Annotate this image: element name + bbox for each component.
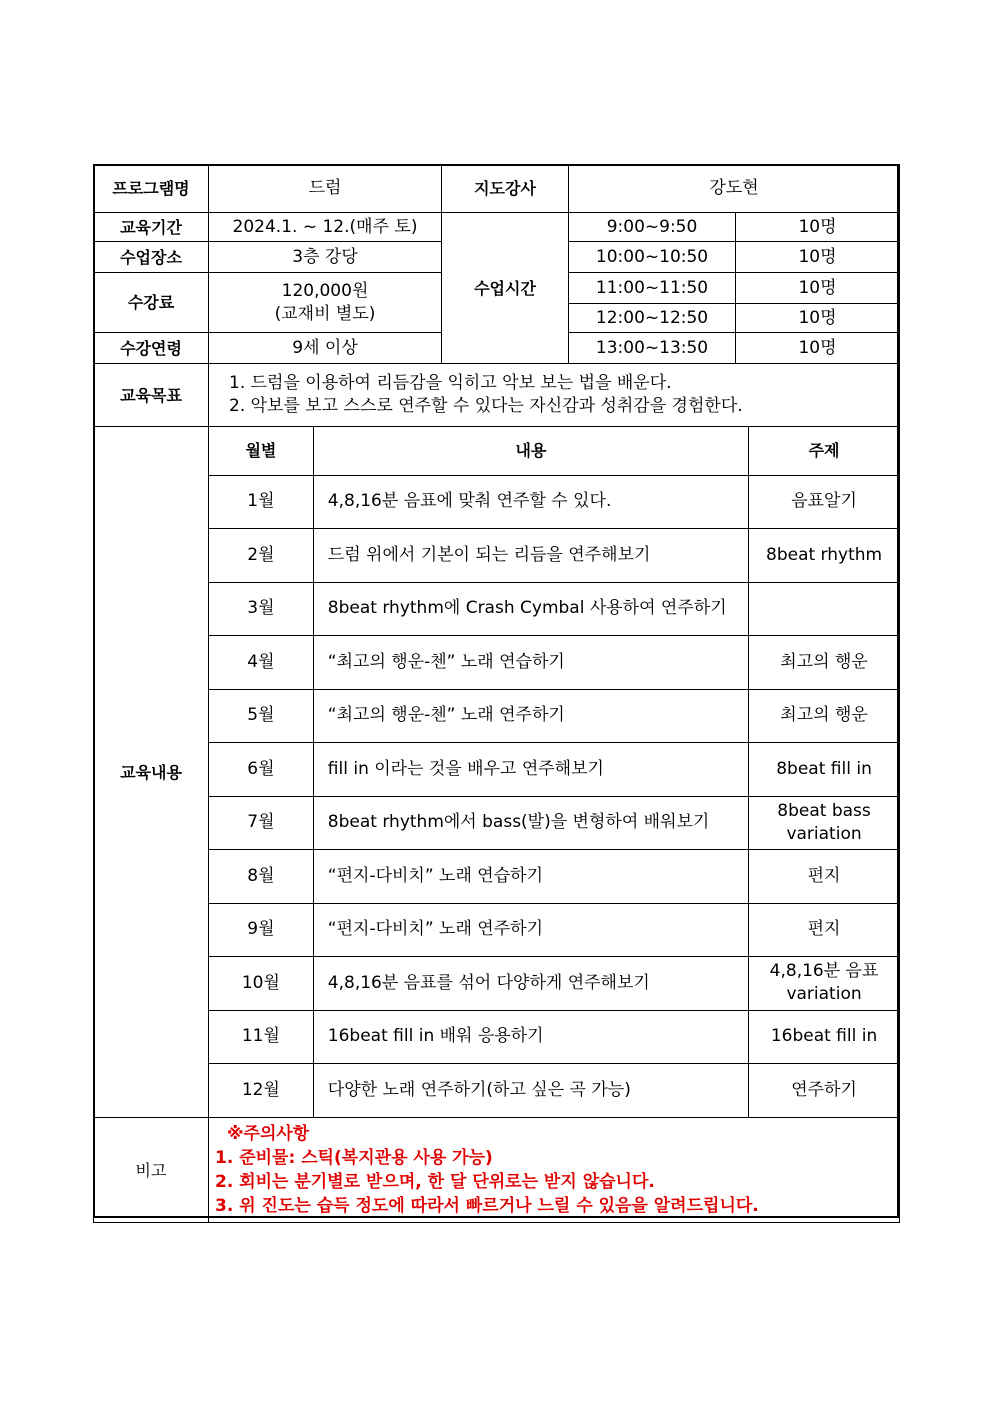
class-capacity-5: 10명 (736, 333, 900, 364)
month-cell: 3월 (209, 582, 313, 636)
class-time-4: 12:00~12:50 (569, 304, 736, 333)
topic-cell: 연주하기 (749, 1064, 899, 1118)
fee-cell (209, 273, 442, 333)
content-cell: “편지-다비치” 노래 연주하기 (313, 903, 748, 957)
content-cell: 드럼 위에서 기본이 되는 리듬을 연주해보기 (313, 529, 748, 583)
age-value: 9세 이상 (209, 333, 442, 364)
table-row (209, 850, 899, 904)
class-capacity-3: 10명 (736, 273, 900, 304)
program-table (93, 164, 900, 1223)
note-item-1: 1. 준비물: 스틱(복지관용 사용 가능) (215, 1148, 493, 1168)
goals-label: 교육목표 (94, 364, 209, 427)
month-cell: 10월 (209, 957, 313, 1011)
notes-title: ※주의사항 (227, 1124, 310, 1144)
note-item-3: 3. 위 진도는 습득 정도에 따라서 빠르거나 느릴 수 있음을 알려드립니다. (215, 1196, 759, 1216)
class-capacity-2: 10명 (736, 242, 900, 273)
content-cell: 4,8,16분 음표를 섞어 다양하게 연주해보기 (313, 957, 748, 1011)
place-value: 3층 강당 (209, 242, 442, 273)
note-item-2: 2. 회비는 분기별로 받으며, 한 달 단위로는 받지 않습니다. (215, 1172, 655, 1192)
content-cell: “최고의 행운-첸” 노래 연주하기 (313, 689, 748, 743)
period-value: 2024.1. ~ 12.(매주 토) (209, 213, 442, 242)
table-row (209, 743, 899, 797)
class-capacity-1: 10명 (736, 213, 900, 242)
class-capacity-4: 10명 (736, 304, 900, 333)
table-row (209, 957, 899, 1011)
curriculum-label: 교육내용 (94, 427, 209, 1118)
content-header: 내용 (313, 427, 748, 475)
month-cell: 11월 (209, 1010, 313, 1064)
month-cell: 5월 (209, 689, 313, 743)
table-row (209, 475, 899, 529)
time-label: 수업시간 (442, 213, 569, 364)
month-header: 월별 (209, 427, 313, 475)
topic-cell: 편지 (749, 850, 899, 904)
curriculum-cell (209, 427, 900, 1118)
table-row (209, 1010, 899, 1064)
table-row (209, 903, 899, 957)
fee-label: 수강료 (94, 273, 209, 333)
month-cell: 1월 (209, 475, 313, 529)
curriculum-table (209, 427, 899, 1117)
goal-item-2: 2. 악보를 보고 스스로 연주할 수 있다는 자신감과 성취감을 경험한다. (229, 396, 743, 416)
instructor-label: 지도강사 (442, 165, 569, 213)
content-cell: “편지-다비치” 노래 연습하기 (313, 850, 748, 904)
month-cell: 4월 (209, 636, 313, 690)
month-cell: 9월 (209, 903, 313, 957)
period-label: 교육기간 (94, 213, 209, 242)
topic-cell: 최고의 행운 (749, 636, 899, 690)
topic-cell: 편지 (749, 903, 899, 957)
content-cell: 다양한 노래 연주하기(하고 싶은 곡 가능) (313, 1064, 748, 1118)
content-cell: fill in 이라는 것을 배우고 연주해보기 (313, 743, 748, 797)
table-row (209, 582, 899, 636)
goal-item-1: 1. 드럼을 이용하여 리듬감을 익히고 악보 보는 법을 배운다. (229, 373, 672, 393)
month-cell: 8월 (209, 850, 313, 904)
month-cell: 7월 (209, 796, 313, 850)
content-cell: “최고의 행운-첸” 노래 연습하기 (313, 636, 748, 690)
table-row (209, 529, 899, 583)
program-label: 프로그램명 (94, 165, 209, 213)
content-cell: 8beat rhythm에서 bass(발)을 변형하여 배워보기 (313, 796, 748, 850)
table-row (209, 796, 899, 850)
topic-cell (749, 582, 899, 636)
class-time-2: 10:00~10:50 (569, 242, 736, 273)
goals-cell (209, 364, 900, 427)
month-cell: 2월 (209, 529, 313, 583)
fee-note: (교재비 별도) (274, 303, 376, 324)
topic-cell: 최고의 행운 (749, 689, 899, 743)
topic-cell: 8beat bass variation (749, 796, 899, 850)
content-cell: 4,8,16분 음표에 맞춰 연주할 수 있다. (313, 475, 748, 529)
topic-cell: 음표알기 (749, 475, 899, 529)
class-time-1: 9:00~9:50 (569, 213, 736, 242)
topic-cell: 8beat fill in (749, 743, 899, 797)
month-cell: 12월 (209, 1064, 313, 1118)
table-row (209, 636, 899, 690)
program-value: 드럼 (209, 165, 442, 213)
class-time-3: 11:00~11:50 (569, 273, 736, 304)
content-cell: 8beat rhythm에 Crash Cymbal 사용하여 연주하기 (313, 582, 748, 636)
table-row (209, 1064, 899, 1118)
topic-cell: 4,8,16분 음표 variation (749, 957, 899, 1011)
topic-header: 주제 (749, 427, 899, 475)
instructor-value: 강도현 (569, 165, 900, 213)
content-cell: 16beat fill in 배워 응용하기 (313, 1010, 748, 1064)
fee-value: 120,000원 (281, 280, 369, 301)
notes-cell (209, 1118, 900, 1223)
age-label: 수강연령 (94, 333, 209, 364)
place-label: 수업장소 (94, 242, 209, 273)
notes-label: 비고 (94, 1118, 209, 1223)
table-row (209, 689, 899, 743)
month-cell: 6월 (209, 743, 313, 797)
class-time-5: 13:00~13:50 (569, 333, 736, 364)
topic-cell: 16beat fill in (749, 1010, 899, 1064)
topic-cell: 8beat rhythm (749, 529, 899, 583)
